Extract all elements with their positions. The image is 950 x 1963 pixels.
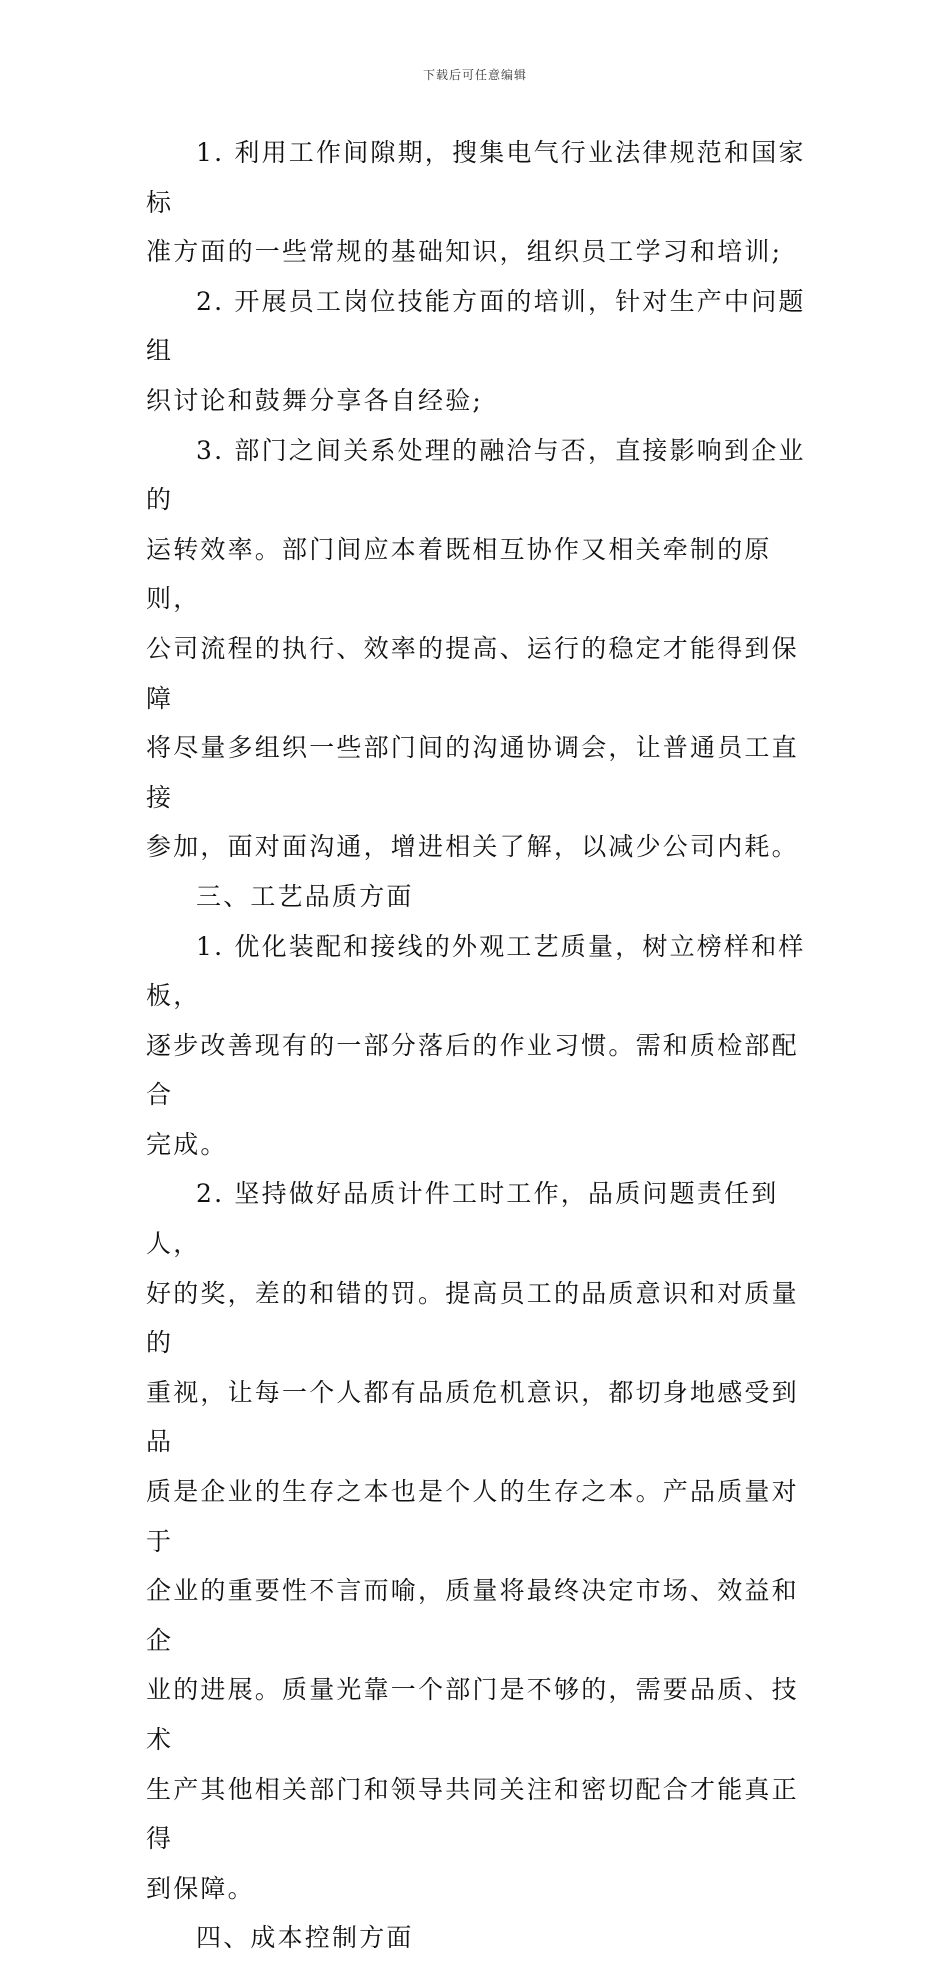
text-line: 织讨论和鼓舞分享各自经验;: [146, 385, 484, 415]
text-line: 3. 部门之间关系处理的融洽与否，直接影响到企业的: [146, 435, 806, 515]
text-line: 2. 坚持做好品质计件工时工作，品质问题责任到人，: [146, 1179, 779, 1259]
text-line: 1. 利用工作间隙期，搜集电气行业法律规范和国家标: [146, 138, 806, 217]
text-line: 完成。: [146, 1129, 228, 1159]
text-line: 参加，面对面沟通，增进相关了解，以减少公司内耗。: [146, 832, 799, 862]
text-line: 2. 开展员工岗位技能方面的培训，针对生产中问题组: [146, 286, 806, 366]
text-line: 准方面的一些常规的基础知识，组织员工学习和培训;: [146, 237, 783, 267]
text-line: 运转效率。部门间应本着既相互协作又相关牵制的原则，: [146, 534, 772, 614]
text-line: 企业的重要性不言而喻，质量将最终决定市场、效益和企: [146, 1576, 799, 1655]
text-line: 好的奖，差的和错的罚。提高员工的品质意识和对质量的: [146, 1278, 799, 1358]
page-header: 下载后可任意编辑: [422, 68, 527, 82]
section-heading: 四、成本控制方面: [196, 1923, 414, 1953]
text-line: 业的进展。质量光靠一个部门是不够的，需要品质、技术: [146, 1675, 799, 1754]
text-line: 到保障。: [146, 1873, 255, 1903]
text-line: 重视，让每一个人都有品质危机意识，都切身地感受到品: [146, 1377, 799, 1457]
text-line: 将尽量多组织一些部门间的沟通协调会，让普通员工直接: [146, 733, 799, 812]
text-line: 公司流程的执行、效率的提高、运行的稳定才能得到保障: [146, 633, 799, 713]
text-line: 质是企业的生存之本也是个人的生存之本。产品质量对于: [146, 1477, 799, 1556]
text-line: 生产其他相关部门和领导共同关注和密切配合才能真正得: [146, 1774, 799, 1854]
text-line: 1. 优化装配和接线的外观工艺质量，树立榜样和样板，: [146, 931, 806, 1011]
text-line: 逐步改善现有的一部分落后的作业习惯。需和质检部配合: [146, 1030, 799, 1110]
section-heading: 三、工艺品质方面: [196, 881, 414, 911]
document-body: [146, 128, 814, 1963]
